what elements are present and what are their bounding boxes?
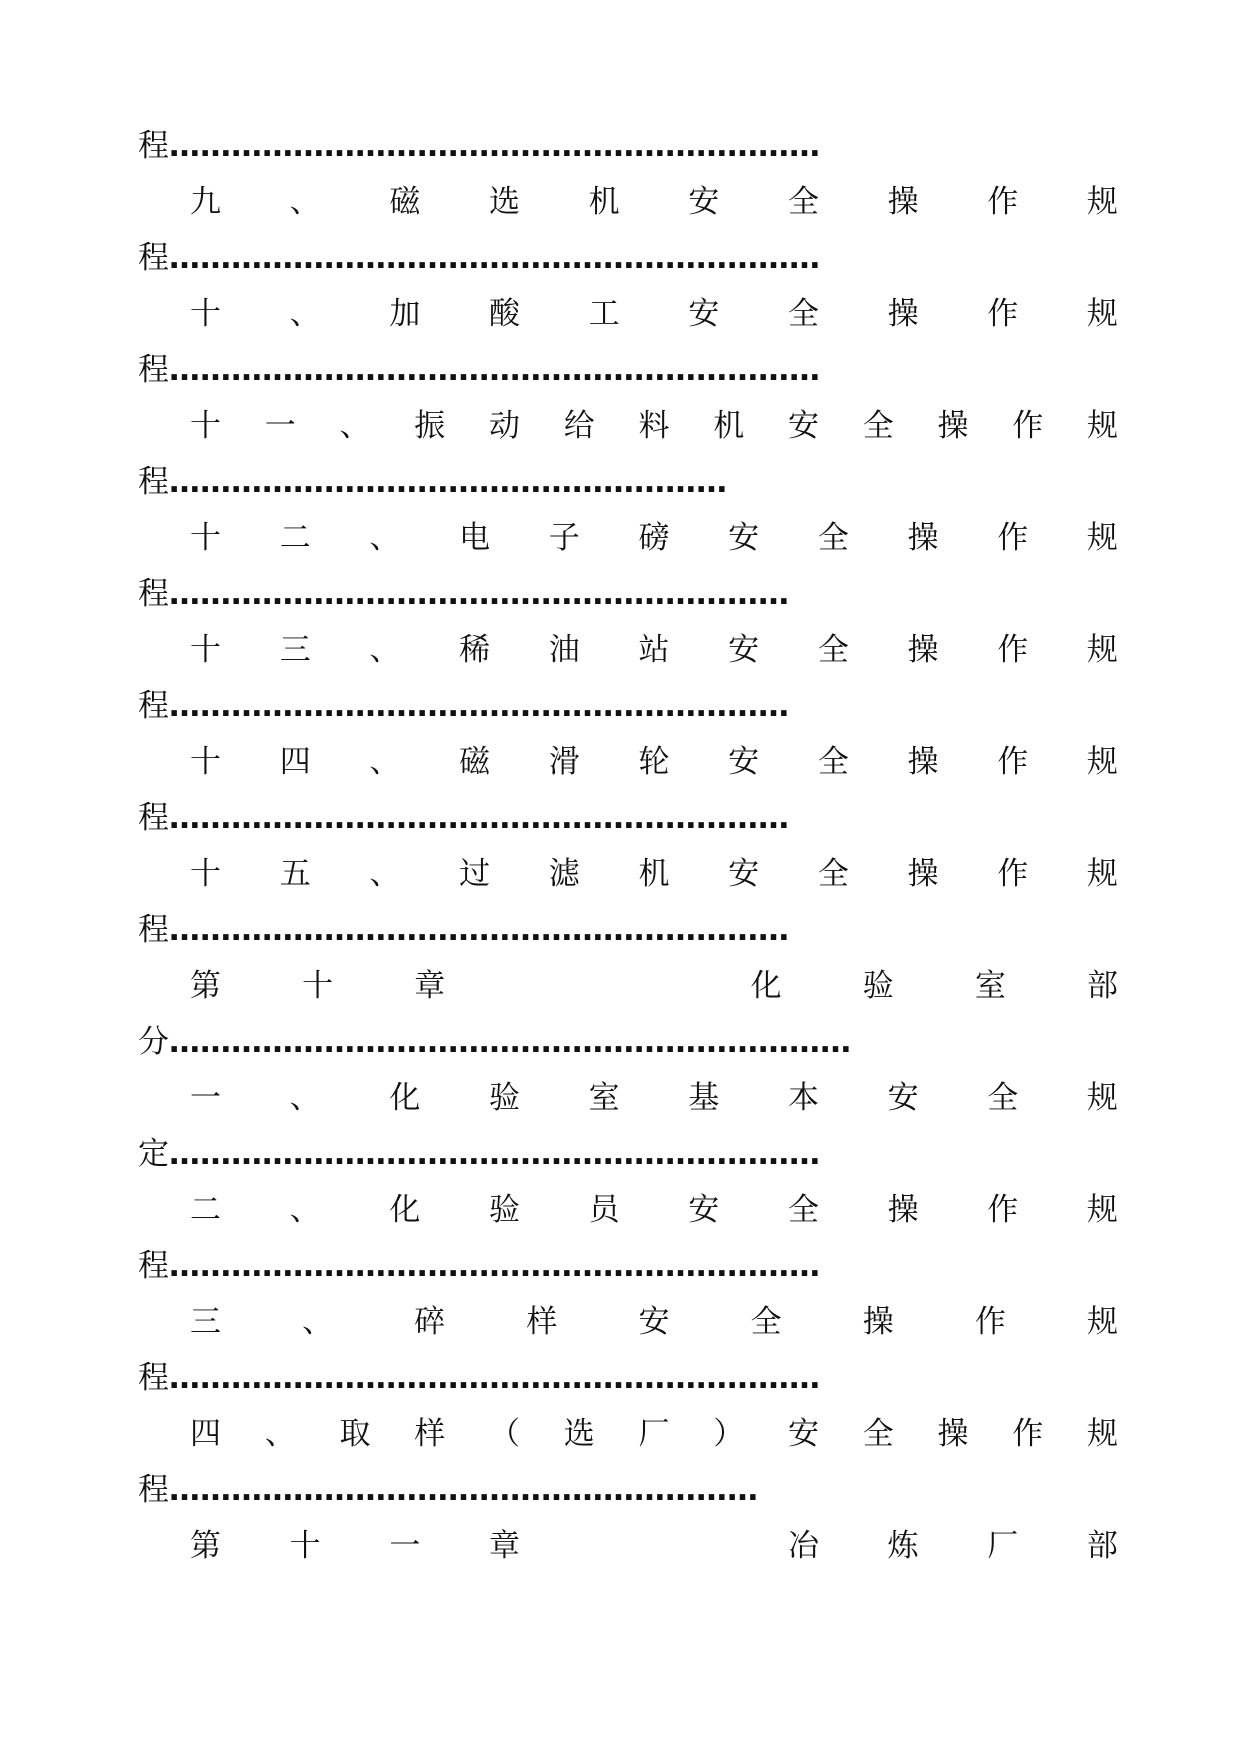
toc-leader-line: [138, 790, 1118, 846]
heading-char: 厂: [638, 1416, 670, 1452]
dot-leader: ……………………………………………………: [169, 912, 789, 948]
heading-char: 厂: [987, 1528, 1019, 1564]
heading-char: 稀: [459, 632, 491, 668]
heading-char: 冶: [787, 1528, 819, 1564]
heading-char: 磅: [638, 520, 670, 556]
toc-heading-line: [138, 174, 1118, 230]
heading-char: 十: [302, 968, 334, 1004]
toc-heading-line: [138, 286, 1118, 342]
heading-char: 滑: [548, 744, 580, 780]
heading-char: 规: [1086, 520, 1118, 556]
heading-char: 全: [817, 520, 849, 556]
heading-char: 安: [688, 1192, 720, 1228]
heading-char: [589, 1518, 620, 1574]
heading-char: [688, 1518, 719, 1574]
heading-char: 十: [190, 632, 221, 668]
heading-char: 样: [414, 1416, 446, 1452]
leader-tail-char: 分: [138, 1024, 169, 1060]
leader-tail-char: 程: [138, 1360, 169, 1396]
heading-char: 操: [907, 520, 939, 556]
leader-tail-char: 程: [138, 464, 169, 500]
toc-leader-line: [138, 1014, 1118, 1070]
heading-char: 规: [1086, 1192, 1118, 1228]
heading-char: 选: [563, 1416, 595, 1452]
heading-char: 十: [190, 296, 221, 332]
heading-char: 验: [862, 968, 894, 1004]
heading-char: 十: [190, 408, 221, 444]
heading-char: 室: [588, 1080, 620, 1116]
dot-leader: ………………………………………………………: [169, 1136, 820, 1172]
heading-char: 作: [997, 632, 1029, 668]
toc-leader-line: [138, 566, 1118, 622]
heading-char: 、: [369, 744, 401, 780]
heading-char: 、: [339, 408, 371, 444]
heading-char: 操: [937, 1416, 969, 1452]
heading-char: 全: [987, 1080, 1019, 1116]
heading-char: 过: [459, 856, 491, 892]
heading-char: 磁: [459, 744, 491, 780]
heading-char: 安: [728, 632, 760, 668]
heading-char: 安: [688, 184, 720, 220]
heading-char: 规: [1086, 1080, 1118, 1116]
leader-tail-char: 程: [138, 1248, 169, 1284]
heading-char: 安: [788, 408, 819, 444]
heading-char: 作: [987, 296, 1019, 332]
leader-tail-char: 程: [138, 800, 169, 836]
heading-char: 安: [638, 1304, 670, 1340]
heading-char: 轮: [638, 744, 670, 780]
dot-leader: ………………………………………………………: [169, 240, 820, 276]
toc-leader-line: [138, 230, 1118, 286]
heading-char: 料: [638, 408, 670, 444]
heading-char: 安: [887, 1080, 919, 1116]
heading-char: 选: [488, 184, 520, 220]
toc-leader-line: [138, 1126, 1118, 1182]
dot-leader: …………………………………………………………: [169, 1024, 851, 1060]
heading-char: 规: [1087, 1416, 1118, 1452]
heading-char: 作: [997, 856, 1029, 892]
toc-heading-line: [138, 1070, 1118, 1126]
heading-char: 安: [728, 520, 760, 556]
heading-char: 作: [1012, 408, 1044, 444]
heading-char: 三: [279, 632, 311, 668]
toc-leader-line: [138, 1238, 1118, 1294]
heading-char: 部: [1087, 968, 1118, 1004]
toc-heading-line: [138, 398, 1118, 454]
heading-char: 操: [907, 632, 939, 668]
heading-char: 机: [713, 408, 745, 444]
heading-char: 二: [190, 1192, 221, 1228]
dot-leader: ………………………………………………………: [169, 128, 820, 164]
heading-char: 化: [389, 1192, 421, 1228]
heading-char: 四: [190, 1416, 221, 1452]
toc-leader-line: [138, 1462, 1118, 1518]
dot-leader: ………………………………………………………: [169, 1248, 820, 1284]
heading-char: 全: [750, 1304, 782, 1340]
heading-char: 规: [1086, 184, 1118, 220]
toc-leader-line: [138, 118, 1118, 174]
heading-char: 操: [907, 856, 939, 892]
heading-char: 室: [974, 968, 1006, 1004]
heading-char: 全: [787, 296, 819, 332]
heading-char: 机: [588, 184, 620, 220]
heading-char: 作: [1012, 1416, 1044, 1452]
toc-leader-line: [138, 454, 1118, 510]
heading-char: 全: [817, 632, 849, 668]
heading-char: 操: [887, 1192, 919, 1228]
heading-char: 、: [369, 632, 401, 668]
heading-char: 加: [389, 296, 421, 332]
heading-char: 规: [1086, 856, 1118, 892]
heading-char: 章: [488, 1528, 520, 1564]
heading-char: 操: [862, 1304, 894, 1340]
heading-char: 作: [997, 520, 1029, 556]
heading-char: 十: [190, 856, 221, 892]
heading-char: 安: [788, 1416, 819, 1452]
heading-char: 油: [548, 632, 580, 668]
heading-char: 操: [937, 408, 969, 444]
leader-tail-char: 程: [138, 1472, 169, 1508]
heading-char: 安: [728, 744, 760, 780]
heading-char: 十: [190, 744, 221, 780]
heading-char: 振: [414, 408, 446, 444]
heading-char: 九: [190, 184, 221, 220]
dot-leader: ………………………………………………………: [169, 1360, 820, 1396]
heading-char: 作: [987, 1192, 1019, 1228]
heading-char: 规: [1086, 296, 1118, 332]
heading-char: 动: [489, 408, 520, 444]
heading-char: 滤: [548, 856, 580, 892]
heading-char: 操: [887, 184, 919, 220]
heading-char: ）: [713, 1416, 745, 1452]
heading-char: 全: [817, 856, 849, 892]
dot-leader: ……………………………………………………: [169, 576, 789, 612]
heading-char: 操: [887, 296, 919, 332]
heading-char: 规: [1086, 744, 1118, 780]
heading-char: [526, 958, 557, 1014]
toc-heading-line: [138, 958, 1118, 1014]
heading-char: 化: [750, 968, 782, 1004]
leader-tail-char: 程: [138, 576, 169, 612]
heading-char: 全: [862, 1416, 894, 1452]
heading-char: 规: [1086, 632, 1118, 668]
heading-char: 员: [588, 1192, 620, 1228]
heading-char: 本: [787, 1080, 819, 1116]
toc-leader-line: [138, 678, 1118, 734]
heading-char: 子: [548, 520, 580, 556]
heading-char: 全: [787, 1192, 819, 1228]
leader-tail-char: 程: [138, 688, 169, 724]
heading-char: 验: [488, 1192, 520, 1228]
leader-tail-char: 程: [138, 352, 169, 388]
heading-char: 、: [302, 1304, 334, 1340]
dot-leader: ………………………………………………: [169, 464, 727, 500]
heading-char: 、: [289, 184, 321, 220]
heading-char: 全: [787, 184, 819, 220]
toc-leader-line: [138, 342, 1118, 398]
heading-char: 、: [264, 1416, 296, 1452]
heading-char: 电: [459, 520, 491, 556]
dot-leader: ……………………………………………………: [169, 688, 789, 724]
heading-char: 部: [1086, 1528, 1118, 1564]
heading-char: 安: [728, 856, 760, 892]
toc-heading-line: [138, 734, 1118, 790]
heading-char: 炼: [887, 1528, 919, 1564]
heading-char: 验: [488, 1080, 520, 1116]
heading-char: 全: [817, 744, 849, 780]
heading-char: 二: [279, 520, 311, 556]
heading-char: 、: [289, 296, 321, 332]
dot-leader: ………………………………………………………: [169, 352, 820, 388]
heading-char: 章: [414, 968, 446, 1004]
heading-char: 、: [289, 1192, 321, 1228]
heading-char: 第: [190, 1528, 221, 1564]
leader-tail-char: 程: [138, 240, 169, 276]
leader-tail-char: 程: [138, 912, 169, 948]
heading-char: 、: [289, 1080, 321, 1116]
heading-char: 样: [526, 1304, 558, 1340]
heading-char: 一: [389, 1528, 421, 1564]
toc-heading-line: [138, 1406, 1118, 1462]
heading-char: 操: [907, 744, 939, 780]
toc-leader-line: [138, 1350, 1118, 1406]
heading-char: 安: [688, 296, 720, 332]
heading-char: 磁: [389, 184, 421, 220]
heading-char: 取: [339, 1416, 371, 1452]
heading-char: 、: [369, 520, 401, 556]
toc-heading-line: [138, 510, 1118, 566]
dot-leader: ……………………………………………………: [169, 800, 789, 836]
leader-tail-char: 程: [138, 128, 169, 164]
toc-leader-line: [138, 902, 1118, 958]
toc-heading-line: [138, 1182, 1118, 1238]
heading-char: 化: [389, 1080, 421, 1116]
toc-heading-line: [138, 1518, 1118, 1574]
heading-char: 全: [862, 408, 894, 444]
heading-char: 作: [987, 184, 1019, 220]
heading-char: 一: [190, 1080, 221, 1116]
heading-char: 站: [638, 632, 670, 668]
toc-heading-line: [138, 1294, 1118, 1350]
table-of-contents: [138, 118, 1118, 1574]
dot-leader: …………………………………………………: [169, 1472, 758, 1508]
heading-char: 第: [190, 968, 221, 1004]
toc-heading-line: [138, 622, 1118, 678]
heading-char: 十: [289, 1528, 321, 1564]
heading-char: 酸: [488, 296, 520, 332]
heading-char: 一: [264, 408, 296, 444]
heading-char: 作: [997, 744, 1029, 780]
heading-char: 基: [688, 1080, 720, 1116]
leader-tail-char: 定: [138, 1136, 169, 1172]
heading-char: 工: [588, 296, 620, 332]
heading-char: 十: [190, 520, 221, 556]
heading-char: 给: [563, 408, 595, 444]
heading-char: 机: [638, 856, 670, 892]
heading-char: 碎: [414, 1304, 446, 1340]
heading-char: 规: [1087, 408, 1118, 444]
heading-char: 三: [190, 1304, 221, 1340]
toc-heading-line: [138, 846, 1118, 902]
heading-char: 五: [279, 856, 311, 892]
heading-char: 作: [974, 1304, 1006, 1340]
heading-char: 四: [279, 744, 311, 780]
heading-char: （: [489, 1416, 520, 1452]
heading-char: 规: [1087, 1304, 1118, 1340]
heading-char: 、: [369, 856, 401, 892]
heading-char: [639, 958, 670, 1014]
